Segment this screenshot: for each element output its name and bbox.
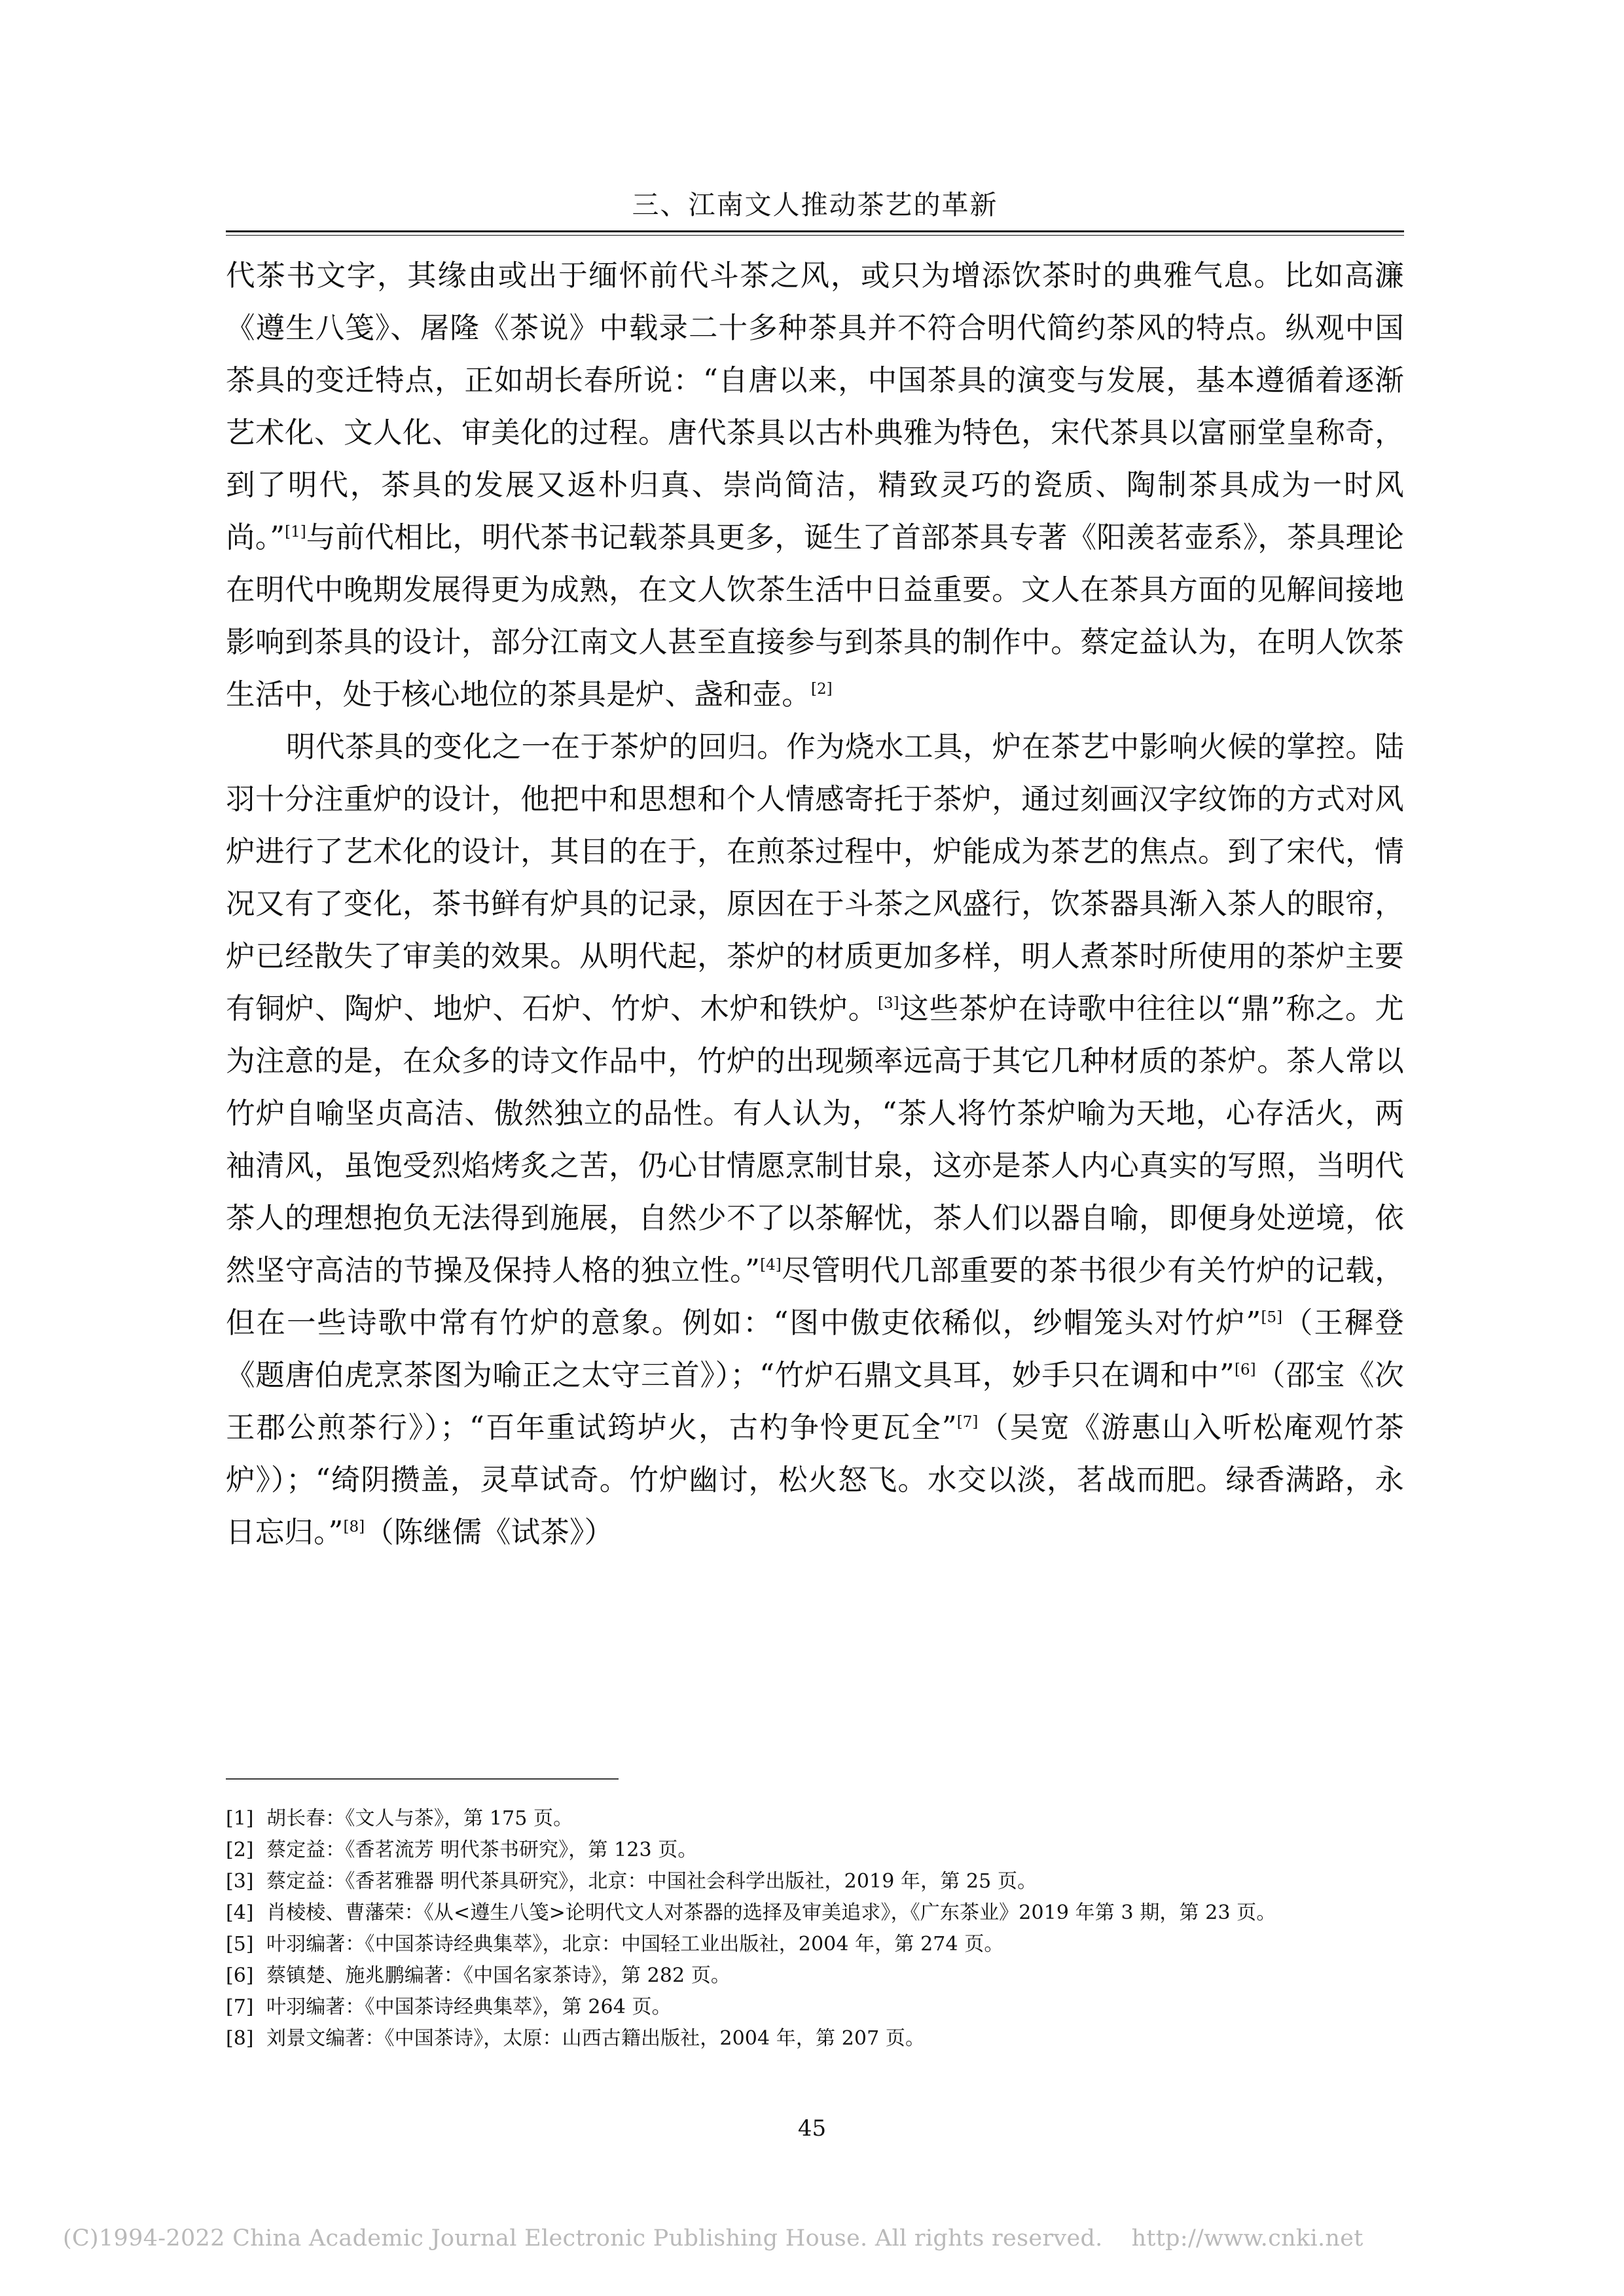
cnki-copyright-text: (C)1994-2022 China Academic Journal Electronic Publishing House. All rights reserved. [63, 2225, 1103, 2251]
cnki-url[interactable]: http://www.cnki.net [1131, 2225, 1363, 2251]
footnote-text: 蔡定益：《香茗雅器 明代茶具研究》，北京：中国社会科学出版社，2019 年，第 25 页。 [266, 1870, 1038, 1893]
footnote-number: [4] [226, 1901, 254, 1924]
paragraph-2-text-a: 明代茶具的变化之一在于茶炉的回归。作为烧水工具，炉在茶艺中影响火候的掌控。陆羽十分注重炉的设计，他把中和思想和个人情感寄托于茶炉，通过刻画汉字纹饰的方式对风炉进行了艺术化的设计，其目的在于，在煎茶过程中，炉能成为茶艺的焦点。到了宋代，情况又有了变化，茶书鲜有炉具的记录，原因在于斗茶之风盛行，饮茶器具渐入茶人的眼帘，炉已经散失了审美的效果。从明代起，茶炉的材质更加多样，明人煮茶时所使用的茶炉主要有铜炉、陶炉、地炉、石炉、竹炉、木炉和铁炉。 [226, 730, 1404, 1026]
paragraph-1-text-b: 与前代相比，明代茶书记载茶具更多，诞生了首部茶具专著《阳羡茗壶系》，茶具理论在明代中晚期发展得更为成熟，在文人饮茶生活中日益重要。文人在茶具方面的见解间接地影响到茶具的设计，部分江南文人甚至直接参与到茶具的制作中。蔡定益认为，在明人饮茶生活中，处于核心地位的茶具是炉、盏和壶。 [226, 521, 1404, 711]
cnki-copyright-footer [63, 2225, 1568, 2251]
footnote-ref-7[interactable]: [7] [956, 1414, 979, 1431]
paragraph-2 [226, 721, 1404, 1559]
footnote-ref-6[interactable]: [6] [1234, 1361, 1256, 1379]
footnote-ref-2[interactable]: [2] [811, 681, 833, 698]
footnote-number: [6] [226, 1964, 254, 1987]
footnote-separator-rule [226, 1778, 619, 1780]
footnote-number: [5] [226, 1933, 254, 1956]
footnote-item [226, 1835, 1404, 1865]
footnote-list [226, 1804, 1404, 2055]
footnote-ref-4[interactable]: [4] [760, 1257, 782, 1274]
footnote-text: 叶羽编著：《中国茶诗经典集萃》，北京：中国轻工业出版社，2004 年，第 274 页。 [266, 1933, 1004, 1956]
footnote-item [226, 2024, 1404, 2054]
footnote-item [226, 1992, 1404, 2022]
body-text-column [226, 250, 1404, 1559]
paragraph-1 [226, 250, 1404, 721]
footnote-text: 叶羽编著：《中国茶诗经典集萃》，第 264 页。 [266, 1996, 672, 2018]
paragraph-2-text-f: （吴宽《游惠山入听松庵观竹茶炉》）；“绮阴攒盖，灵草试奇。竹炉幽讨，松火怒飞。水交以淡，茗战而肥。绿香满路，永日忘归。” [226, 1411, 1404, 1549]
running-head: 三、江南文人推动茶艺的革新 [632, 189, 998, 221]
footnote-item [226, 1898, 1404, 1928]
footnote-ref-3[interactable]: [3] [878, 995, 899, 1013]
footnote-ref-1[interactable]: [1] [285, 524, 306, 541]
footnote-text: 胡长春：《文人与茶》，第 175 页。 [266, 1807, 573, 1830]
page-number: 45 [797, 2115, 827, 2142]
footnote-item [226, 1929, 1404, 1960]
footnote-item [226, 1867, 1404, 1897]
running-head-rule-thick [226, 230, 1404, 232]
footnote-number: [8] [226, 2027, 254, 2050]
paragraph-1-text-a: 代茶书文字，其缘由或出于缅怀前代斗茶之风，或只为增添饮茶时的典雅气息。比如高濂《遵生八笺》、屠隆《茶说》中载录二十多种茶具并不符合明代简约茶风的特点。纵观中国茶具的变迁特点，正如胡长春所说：“自唐以来，中国茶具的演变与发展，基本遵循着逐渐艺术化、文人化、审美化的过程。唐代茶具以古朴典雅为特色，宋代茶具以富丽堂皇称奇，到了明代，茶具的发展又返朴归真、崇尚简洁，精致灵巧的瓷质、陶制茶具成为一时风尚。” [226, 259, 1404, 554]
footnote-number: [1] [226, 1807, 254, 1830]
footnote-item [226, 1804, 1404, 1834]
paragraph-2-text-c: 尽管明代几部重要的茶书很少有关竹炉的记载，但在一些诗歌中常有竹炉的意象。例如：“图中傲吏依稀似，纱帽笼头对竹炉” [226, 1254, 1405, 1340]
footnote-number: [3] [226, 1870, 254, 1893]
paragraph-2-text-e: （邵宝《次王郡公煎茶行》）；“百年重试筠垆火，古杓争怜更瓦全” [226, 1359, 1404, 1444]
footnote-text: 肖棱棱、曹藩荣：《从<遵生八笺>论明代文人对茶器的选择及审美追求》，《广东茶业》2019 年第 3 期，第 23 页。 [266, 1901, 1276, 1924]
paragraph-2-text-b: 这些茶炉在诗歌中往往以“鼎”称之。尤为注意的是，在众多的诗文作品中，竹炉的出现频率远高于其它几种材质的茶炉。茶人常以竹炉自喻坚贞高洁、傲然独立的品性。有人认为，“茶人将竹茶炉喻为天地，心存活火，两袖清风，虽饱受烈焰烤炙之苦，仍心甘情愿烹制甘泉，这亦是茶人内心真实的写照，当明代茶人的理想抱负无法得到施展，自然少不了以茶解忧，茶人们以器自喻，即便身处逆境，依然坚守高洁的节操及保持人格的独立性。” [226, 992, 1404, 1287]
running-head-rule-thin [226, 235, 1404, 236]
running-head-container [226, 188, 1404, 222]
paragraph-2-text-d: （王穉登《题唐伯虎烹茶图为喻正之太守三首》）；“竹炉石鼎文具耳，妙手只在调和中” [226, 1306, 1404, 1392]
paragraph-2-text-g: （陈继儒《试茶》） [365, 1516, 614, 1549]
footnote-ref-5[interactable]: [5] [1261, 1309, 1283, 1327]
footnote-ref-8[interactable]: [8] [343, 1518, 365, 1536]
footnote-text: 蔡定益：《香茗流芳 明代茶书研究》，第 123 页。 [266, 1839, 698, 1861]
footnote-number: [2] [226, 1839, 254, 1861]
footnote-item [226, 1961, 1404, 1991]
footnote-text: 蔡镇楚、施兆鹏编著：《中国名家茶诗》，第 282 页。 [266, 1964, 731, 1987]
footnote-number: [7] [226, 1996, 254, 2018]
footnote-text: 刘景文编著：《中国茶诗》，太原：山西古籍出版社，2004 年，第 207 页。 [266, 2027, 926, 2050]
